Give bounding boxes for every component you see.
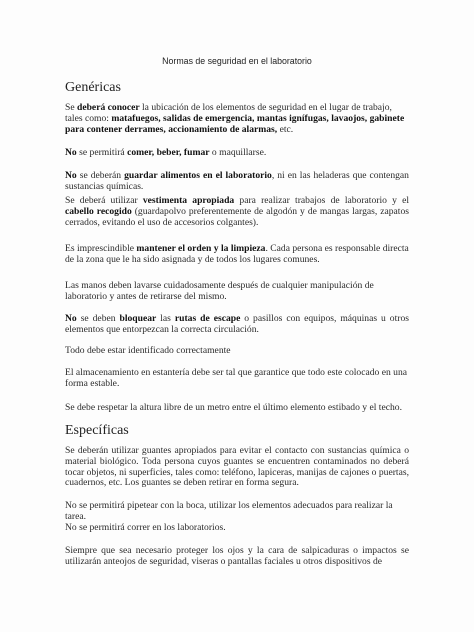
text-run: Todo debe estar identificado correctamente: [65, 345, 231, 356]
paragraph: [65, 346, 409, 357]
text-run: . Cada persona es responsable directa de la zona que le ha sido asignada y de todos los lugares comunes.: [65, 243, 409, 265]
paragraph: [65, 196, 409, 228]
text-run: etc.: [277, 123, 294, 135]
bold-text: rutas de escape: [174, 313, 241, 324]
paragraph: [65, 148, 409, 159]
text-run: para realizar trabajos de laboratorio y el: [234, 195, 409, 206]
bold-text: deberá conocer: [77, 102, 140, 113]
paragraph: [65, 244, 409, 266]
paragraph: [65, 281, 409, 303]
text-run: El almacenamiento en estantería debe ser tal que garantice que todo este colocado en una forma estable.: [65, 367, 408, 389]
paragraph: [65, 446, 409, 489]
text-run: se permitirá: [76, 147, 128, 158]
bold-text: mantener el orden y la limpieza: [136, 243, 266, 254]
text-run: Es imprescindible: [65, 243, 137, 254]
bold-text: bloquear: [119, 313, 157, 324]
text-run: Se debe respetar la altura libre de un metro entre el último elemento estibado y el techo.: [65, 402, 402, 413]
section-heading-especificas: Específicas: [65, 423, 129, 438]
bold-text: No: [65, 170, 77, 181]
text-run: la ubicación de los elementos de seguridad en el lugar de trabajo, tales como:: [65, 102, 392, 124]
text-run: o pasillos con equipos, máquinas u otros elementos que entorpezcan la correcta circulación.: [65, 313, 409, 335]
text-run: Siempre que sea necesario proteger los ojos y la cara de salpicaduras o impactos se utilizarán anteojos de seguridad, viseras o pantallas faciales u otros dispositivos de: [65, 545, 409, 567]
bold-text: guardar alimentos en el laboratorio: [124, 170, 272, 181]
bold-text: matafuegos, salidas de emergencia, mantas ignífugas, lavaojos, gabinete para contener derrames, accionamiento de alarmas,: [65, 112, 405, 135]
bold-text: comer, beber, fumar: [127, 147, 210, 158]
text-run: Se deberán utilizar guantes apropiados para evitar el contacto con sustancias química o material biológico. Toda persona cuyos guantes se encuentren contaminados no deberá tocar objetos, ni superficies, tales como: teléfono, lapiceras, manijas de cajones o puertas, cuadernos, etc. Los guantes se deben retirar en forma segura.: [65, 445, 409, 489]
paragraph: [65, 314, 409, 336]
bold-text: cabello recogido: [65, 205, 132, 217]
bold-text: No: [65, 313, 77, 324]
text-run: No se permitirá pipetear con la boca, utilizar los elementos adecuados para realizar la tarea.: [65, 500, 393, 522]
paragraph: [65, 368, 409, 390]
paragraph: [65, 523, 409, 534]
text-run: , ni en las heladeras que contengan sustancias químicas.: [65, 170, 409, 192]
text-run: las: [156, 313, 175, 324]
text-run: se deberán: [76, 170, 125, 181]
text-run: Se deberá utilizar: [65, 195, 143, 206]
text-run: Se: [65, 102, 77, 113]
paragraph: [65, 103, 409, 135]
bold-text: vestimenta apropiada: [142, 195, 235, 206]
text-run: se deben: [76, 313, 120, 324]
text-run: o maquillarse.: [209, 147, 267, 158]
text-run: No se permitirá correr en los laboratorios.: [65, 522, 226, 533]
bold-text: No: [65, 147, 77, 158]
text-run: (guardapolvo preferentemente de algodón y de mangas largas, zapatos cerrados, evitando el uso de accesorios colgantes).: [65, 205, 409, 228]
paragraph: [65, 546, 409, 568]
document-title: Normas de seguridad en el laboratorio: [162, 56, 312, 66]
paragraph: [65, 403, 409, 414]
text-run: Las manos deben lavarse cuidadosamente después de cualquier manipulación de laboratorio y antes de retirarse del mismo.: [65, 280, 374, 302]
paragraph: [65, 501, 409, 523]
section-heading-genericas: Genéricas: [65, 80, 121, 95]
paragraph: [65, 171, 409, 193]
